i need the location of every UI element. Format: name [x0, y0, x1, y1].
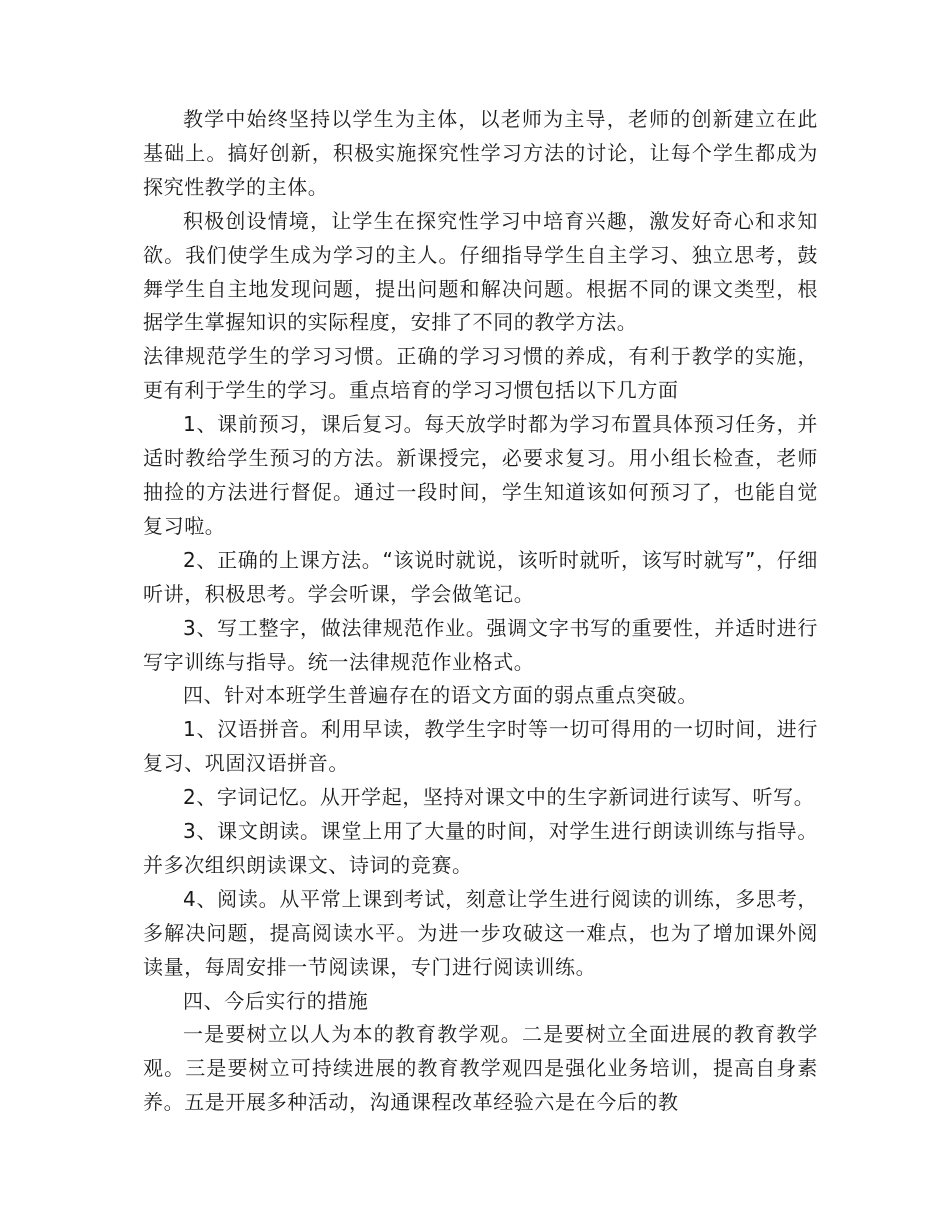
section-heading-measures: 四、今后实行的措施	[183, 988, 369, 1013]
paragraph-2: 积极创设情境，让学生在探究性学习中培育兴趣，激发好奇心和求知欲。我们使学生成为学习的主人。仔细指导学生自主学习、独立思考，鼓舞学生自主地发现问题，提出问题和解决问题。根据不同的课文类型，根据学生掌握知识的实际程度，安排了不同的教学方法。	[143, 208, 818, 335]
paragraph-5: 2、正确的上课方法。“该说时就说，该听时就听，该写时就写”，仔细听讲，积极思考。学会听课，学会做笔记。	[143, 547, 818, 606]
paragraph-1: 教学中始终坚持以学生为主体，以老师为主导，老师的创新建立在此基础上。搞好创新，积极实施探究性学习方法的讨论，让每个学生都成为探究性教学的主体。	[143, 107, 818, 199]
paragraph-7: 1、汉语拼音。利用早读，教学生字时等一切可得用的一切时间，进行复习、巩固汉语拼音。	[143, 717, 818, 776]
paragraph-9: 3、课文朗读。课堂上用了大量的时间，对学生进行朗读训练与指导。并多次组织朗读课文、诗词的竞赛。	[143, 819, 818, 877]
paragraph-8: 2、字词记忆。从开学起，坚持对课文中的生字新词进行读写、听写。	[183, 785, 815, 810]
paragraph-4: 1、课前预习，课后复习。每天放学时都为学习布置具体预习任务，并适时教给学生预习的方法。新课授完，必要求复习。用小组长检查，老师抽捡的方法进行督促。通过一段时间，学生知道该如何预习了，也能自觉复习啦。	[143, 412, 818, 538]
paragraph-3: 法律规范学生的学习习惯。正确的学习习惯的养成，有利于教学的实施，更有利于学生的学习。重点培育的学习习惯包括以下几方面	[143, 344, 818, 403]
paragraph-6: 3、写工整字，做法律规范作业。强调文字书写的重要性，并适时进行写字训练与指导。统一法律规范作业格式。	[143, 615, 818, 674]
section-heading-4: 四、针对本班学生普遍存在的语文方面的弱点重点突破。	[183, 683, 698, 708]
paragraph-10: 4、阅读。从平常上课到考试，刻意让学生进行阅读的训练，多思考，多解决问题，提高阅读水平。为进一步攻破这一难点，也为了增加课外阅读量，每周安排一节阅读课，专门进行阅读训练。	[143, 886, 818, 979]
document-body	[143, 103, 818, 1120]
paragraph-11: 一是要树立以人为本的教育教学观。二是要树立全面进展的教育教学观。三是要树立可持续进展的教育教学观四是强化业务培训，提高自身素养。五是开展多种活动，沟通课程改革经验六是在今后的教	[143, 1022, 818, 1115]
